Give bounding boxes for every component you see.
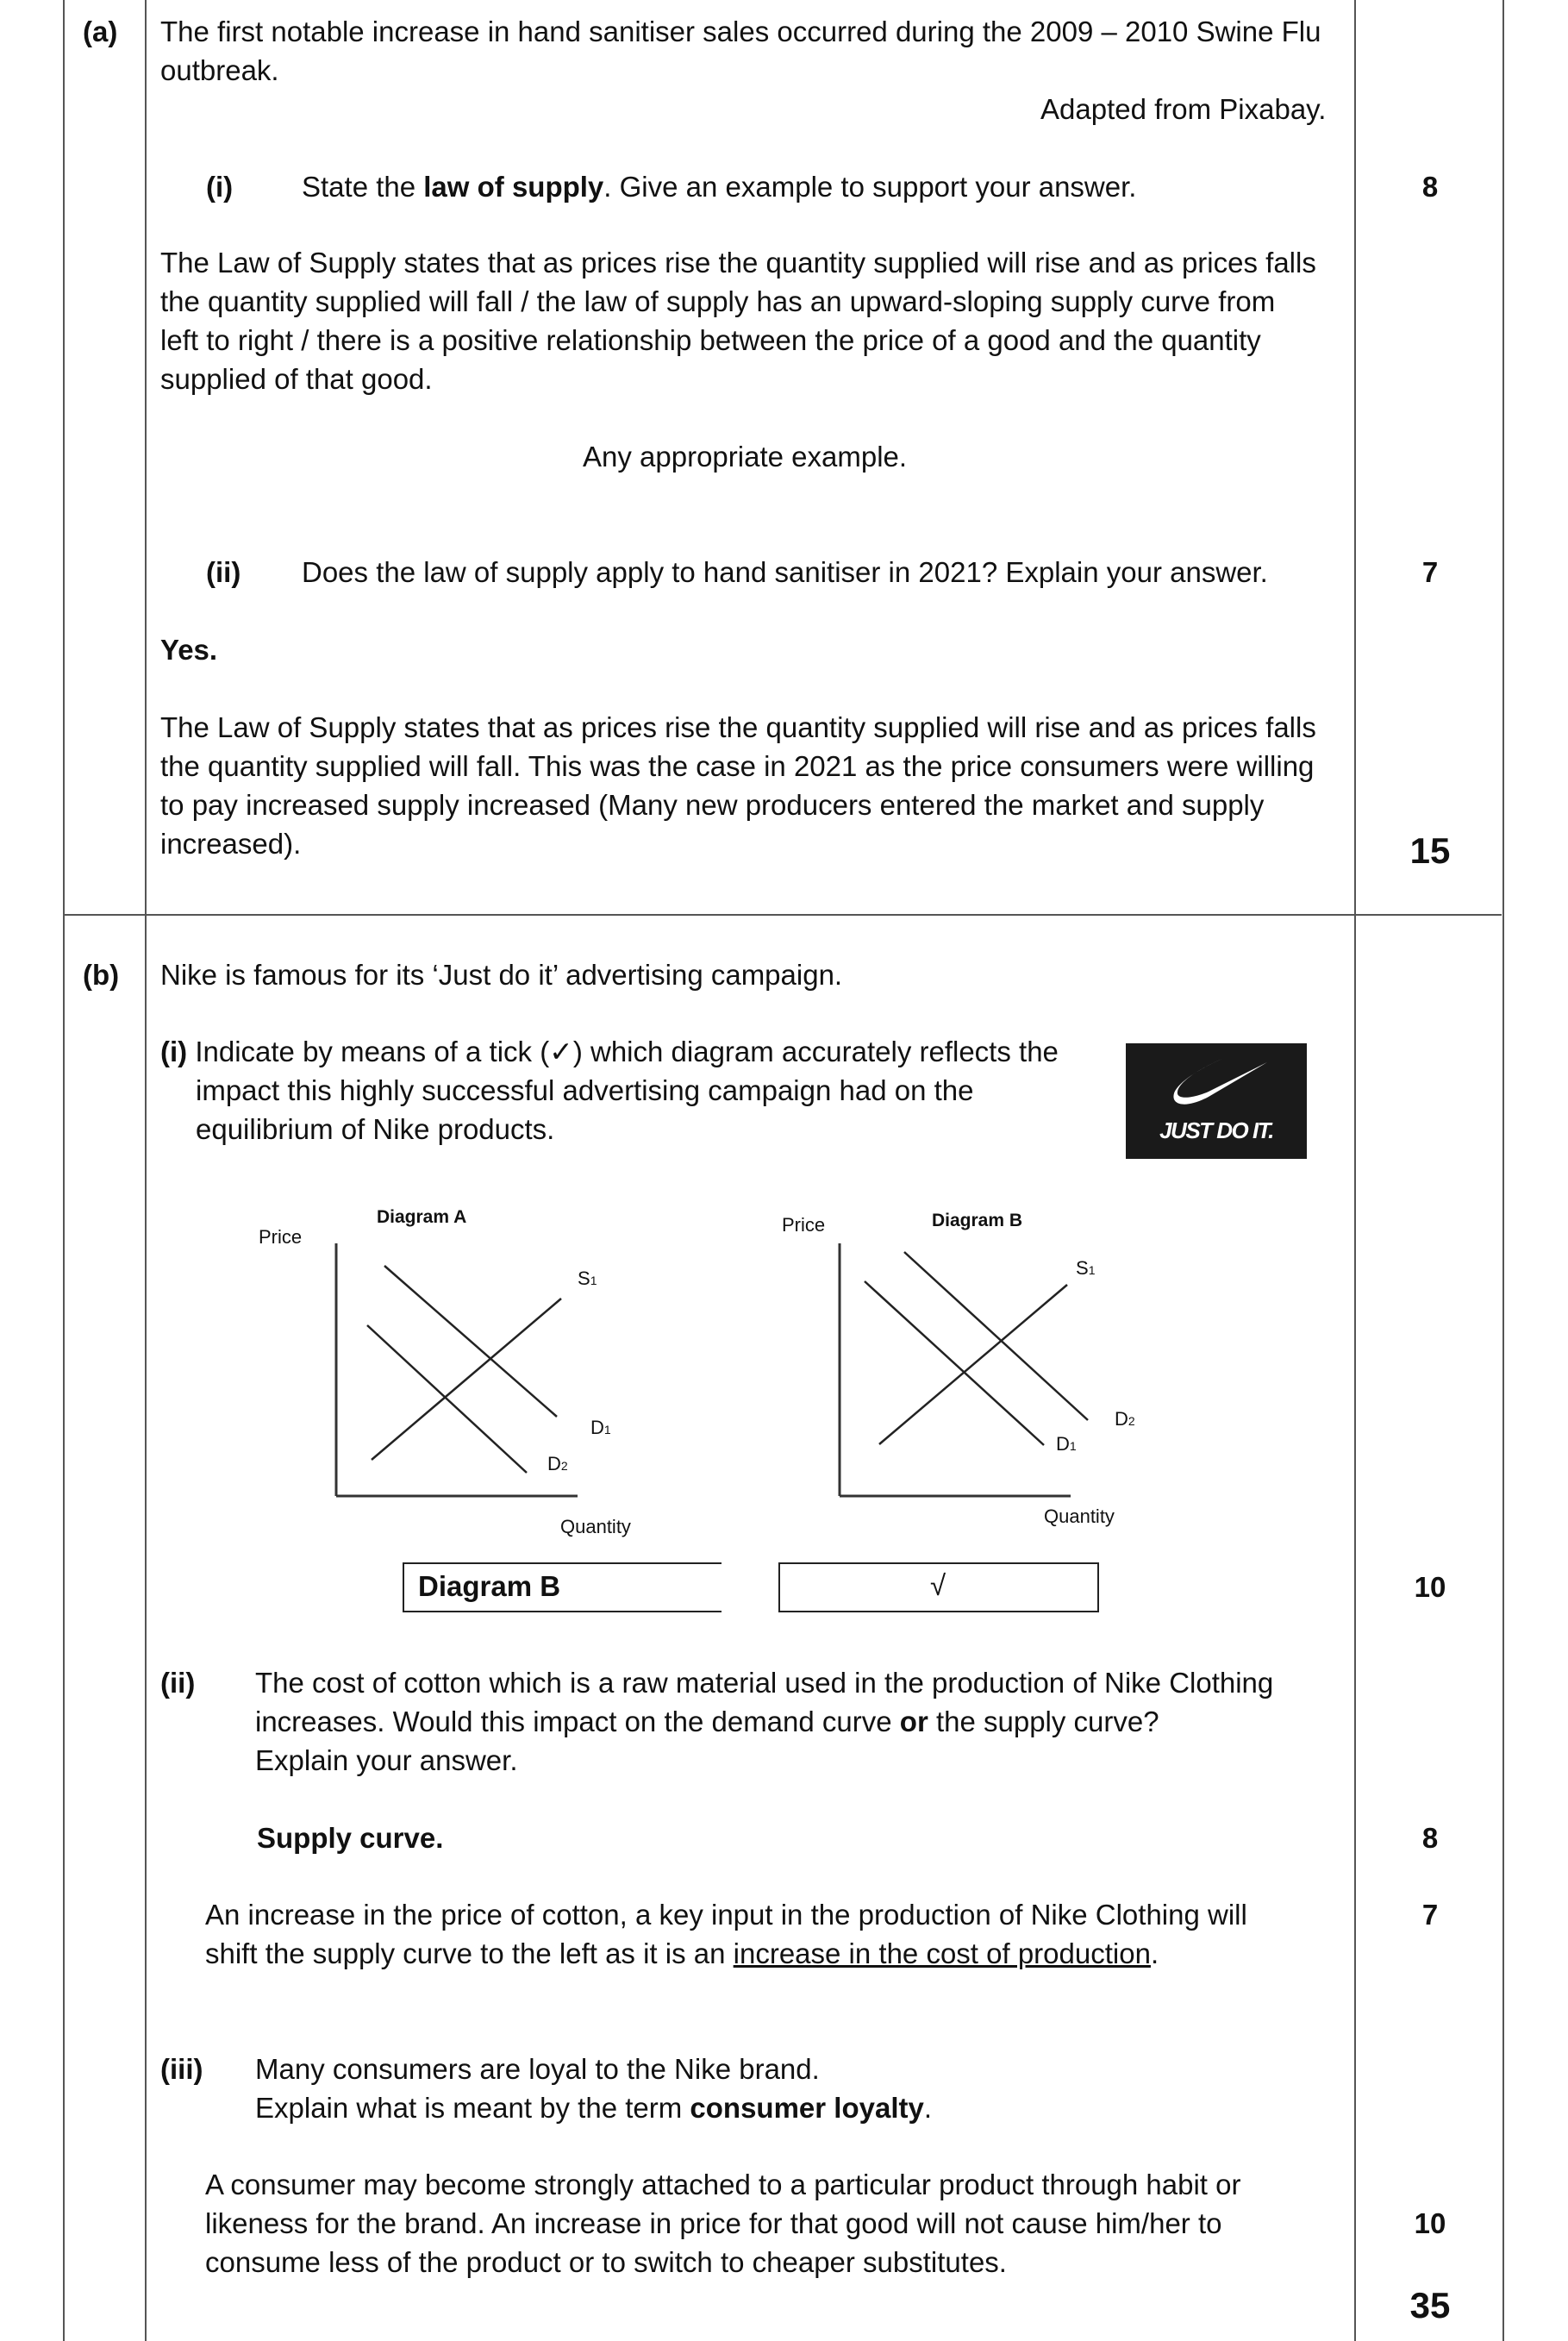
part-a-source: Adapted from Pixabay. (1040, 93, 1327, 125)
diagram-a-d1-label: D1 (590, 1417, 611, 1438)
part-a-q2-answer-line3: to pay increased supply increased (Many new producers entered the market and supply (160, 789, 1265, 821)
part-a-q2-number: (ii) (206, 556, 241, 588)
part-a-q2-yes: Yes. (160, 634, 218, 666)
part-a-q2-answer-line1: The Law of Supply states that as prices rise the quantity supplied will rise and as prices falls (160, 711, 1316, 743)
part-a-label: (a) (83, 16, 118, 47)
diagram-a-graph (241, 1199, 672, 1552)
nike-slogan: JUST DO IT. (1159, 1117, 1273, 1143)
diagram-b-s1-label: S1 (1076, 1257, 1096, 1279)
part-a-q2-answer-line4: increased). (160, 828, 302, 860)
part-b-label: (b) (83, 959, 120, 991)
part-b-q2-answer-line2: shift the supply curve to the left as it is an increase in the cost of production. (205, 1937, 1159, 1969)
part-a-intro-line1: The first notable increase in hand sanitiser sales occurred during the 2009 – 2010 Swine Flu (160, 16, 1321, 47)
answer-box-diagram-label: Diagram B (418, 1570, 561, 1602)
part-a-q1-mark: 8 (1421, 171, 1439, 203)
part-b-q2-mark2: 7 (1421, 1899, 1439, 1931)
table-border-right (1502, 0, 1504, 2341)
diagram-b-title: Diagram B (932, 1211, 1023, 1230)
part-b-total-mark: 35 (1409, 2285, 1451, 2325)
part-a-intro-line2: outbreak. (160, 54, 279, 86)
answer-box-label-cell (403, 1562, 722, 1612)
diagram-b-price-label: Price (782, 1214, 826, 1236)
part-b-q1-line3: equilibrium of Nike products. (196, 1113, 555, 1145)
part-b-q1-mark: 10 (1414, 1571, 1446, 1603)
diagram-a-d1-line (384, 1266, 557, 1417)
part-a-total-mark: 15 (1409, 830, 1451, 871)
part-b-q2-answer-line1: An increase in the price of cotton, a key input in the production of Nike Clothing will (205, 1899, 1247, 1931)
part-b-q3-answer-line2: likeness for the brand. An increase in price for that good will not cause him/her to (205, 2207, 1222, 2239)
diagram-a-quantity-label: Quantity (560, 1516, 631, 1537)
part-b-q3-mark: 10 (1414, 2207, 1446, 2239)
diagram-a-price-label: Price (259, 1226, 303, 1248)
part-b-q2-number: (ii) (160, 1667, 196, 1699)
diagram-a-title: Diagram A (377, 1207, 467, 1227)
part-a-q1-answer-line4: supplied of that good. (160, 363, 433, 395)
part-b-q2-line2: increases. Would this impact on the demand curve or the supply curve? (255, 1706, 1159, 1737)
part-b-q1-line1: (i) Indicate by means of a tick (✓) which diagram accurately reflects the (160, 1036, 1059, 1067)
part-a-q1-question: State the law of supply. Give an example to support your answer. (302, 171, 1137, 203)
part-b-q2-answer-title: Supply curve. (257, 1822, 444, 1854)
part-b-q3-line1: Many consumers are loyal to the Nike brand. (255, 2053, 820, 2085)
part-b-q2-line3: Explain your answer. (255, 1744, 518, 1776)
part-a-q2-answer-line2: the quantity supplied will fall. This was the case in 2021 as the price consumers were willing (160, 750, 1315, 782)
nike-logo (1126, 1043, 1307, 1159)
part-b-intro: Nike is famous for its ‘Just do it’ advertising campaign. (160, 959, 843, 991)
diagram-b-d1-label: D1 (1056, 1433, 1077, 1455)
part-b-q2-mark1: 8 (1421, 1822, 1439, 1854)
part-a-q1-answer-line1: The Law of Supply states that as prices rise the quantity supplied will rise and as prices falls (160, 247, 1316, 279)
diagram-a-d2-label: D2 (547, 1453, 568, 1474)
diagram-a-s1-label: S1 (578, 1268, 597, 1289)
answer-box-tick-cell (778, 1562, 1099, 1612)
part-b-q1-line2: impact this highly successful advertising campaign had on the (196, 1074, 974, 1106)
diagram-b-quantity-label: Quantity (1044, 1505, 1115, 1527)
part-a-q1-number: (i) (206, 171, 234, 203)
diagram-b-d2-line (904, 1252, 1088, 1420)
diagram-b-s1-line (879, 1285, 1067, 1444)
answer-box-tick: √ (930, 1569, 946, 1601)
diagram-a (241, 1199, 672, 1552)
diagram-b-d2-label: D2 (1115, 1408, 1135, 1430)
part-a-q2-mark: 7 (1421, 556, 1439, 588)
part-b-q3-answer-line1: A consumer may become strongly attached to a particular product through habit or (205, 2169, 1241, 2200)
part-a-q1-example: Any appropriate example. (583, 441, 908, 473)
diagram-b (759, 1199, 1155, 1552)
part-b-q3-number: (iii) (160, 2053, 203, 2085)
row-divider (64, 914, 1502, 916)
diagram-b-graph (759, 1199, 1155, 1552)
part-a-q1-answer-line2: the quantity supplied will fall / the law of supply has an upward-sloping supply curve from (160, 285, 1276, 317)
table-border-left (63, 0, 65, 2341)
part-a-q1-answer-line3: left to right / there is a positive relationship between the price of a good and the quantity (160, 324, 1261, 356)
table-divider-marks (1354, 0, 1356, 2341)
part-b-q3-answer-line3: consume less of the product or to switch to cheaper substitutes. (205, 2246, 1007, 2278)
diagram-b-d1-line (865, 1281, 1044, 1445)
table-divider-label (145, 0, 147, 2341)
part-b-q2-line1: The cost of cotton which is a raw material used in the production of Nike Clothing (255, 1667, 1274, 1699)
part-b-q3-line2: Explain what is meant by the term consumer loyalty. (255, 2092, 933, 2124)
diagram-a-s1-line (372, 1299, 561, 1460)
part-a-q2-question: Does the law of supply apply to hand sanitiser in 2021? Explain your answer. (302, 556, 1268, 588)
